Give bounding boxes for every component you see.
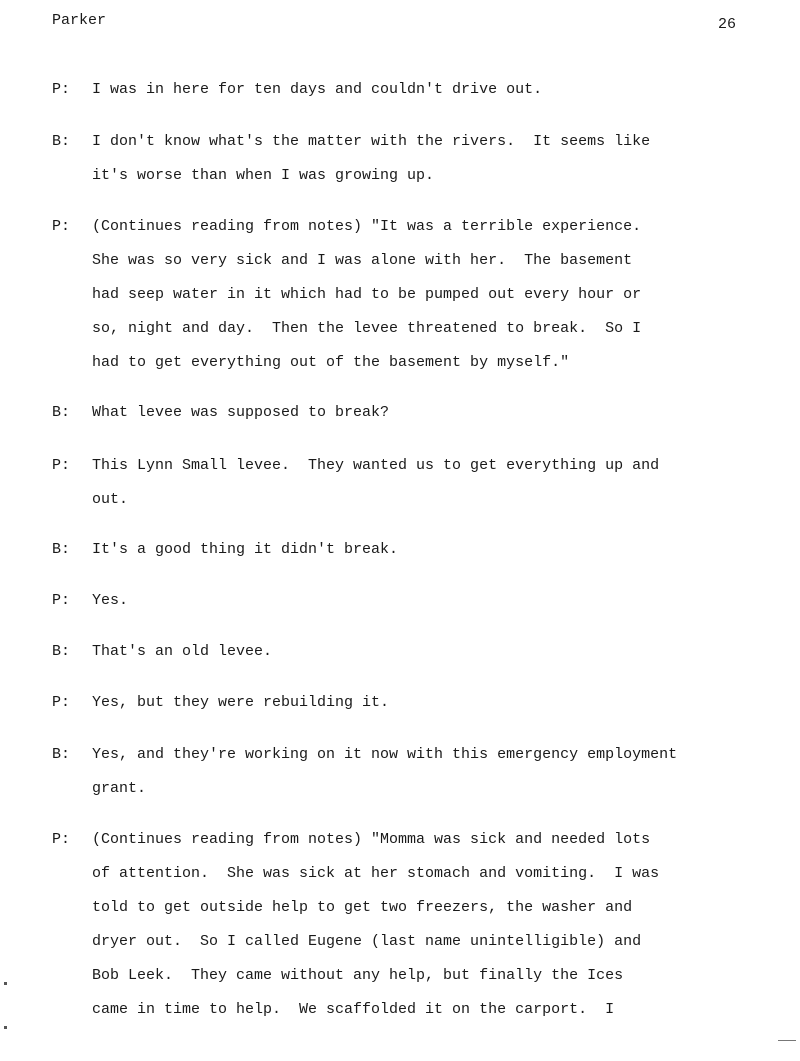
speaker-label: B: bbox=[52, 133, 71, 150]
speaker-label: B: bbox=[52, 404, 71, 421]
text-line: had seep water in it which had to be pumped out every hour or bbox=[92, 286, 642, 303]
text-line: What levee was supposed to break? bbox=[92, 404, 390, 421]
text-line: Yes. bbox=[92, 592, 129, 609]
text-line: grant. bbox=[92, 780, 147, 797]
text-line: Yes, and they're working on it now with this emergency employment bbox=[92, 746, 678, 763]
speaker-label: P: bbox=[52, 592, 71, 609]
text-line: so, night and day. Then the levee threatened to break. So I bbox=[92, 320, 642, 337]
text-line: I was in here for ten days and couldn't drive out. bbox=[92, 81, 543, 98]
text-line: of attention. She was sick at her stomach and vomiting. I was bbox=[92, 865, 660, 882]
entry-text bbox=[92, 686, 772, 720]
text-line: Yes, but they were rebuilding it. bbox=[92, 694, 390, 711]
speaker-label: P: bbox=[52, 81, 71, 98]
speaker-label: P: bbox=[52, 457, 71, 474]
entry-text bbox=[92, 396, 772, 430]
text-line: told to get outside help to get two freezers, the washer and bbox=[92, 899, 633, 916]
entry-text bbox=[92, 584, 772, 618]
text-line: She was so very sick and I was alone with her. The basement bbox=[92, 252, 633, 269]
speaker-label: P: bbox=[52, 831, 71, 848]
speaker-label: B: bbox=[52, 746, 71, 763]
text-line: (Continues reading from notes) "It was a terrible experience. bbox=[92, 218, 642, 235]
text-line: I don't know what's the matter with the rivers. It seems like bbox=[92, 133, 651, 150]
page-number: 26 bbox=[718, 16, 737, 33]
text-line: That's an old levee. bbox=[92, 643, 273, 660]
speaker-label: P: bbox=[52, 218, 71, 235]
text-line: it's worse than when I was growing up. bbox=[92, 167, 435, 184]
entry-text bbox=[92, 73, 772, 107]
entry-text bbox=[92, 125, 772, 193]
text-line: Bob Leek. They came without any help, but finally the Ices bbox=[92, 967, 624, 984]
margin-mark bbox=[4, 1026, 7, 1029]
text-line: This Lynn Small levee. They wanted us to get everything up and bbox=[92, 457, 660, 474]
text-line: (Continues reading from notes) "Momma was sick and needed lots bbox=[92, 831, 651, 848]
speaker-label: B: bbox=[52, 541, 71, 558]
margin-mark bbox=[4, 982, 7, 985]
entry-text bbox=[92, 449, 772, 517]
entry-text bbox=[92, 533, 772, 567]
text-line: out. bbox=[92, 491, 129, 508]
text-line: It's a good thing it didn't break. bbox=[92, 541, 399, 558]
header-name: Parker bbox=[52, 12, 107, 29]
text-line: came in time to help. We scaffolded it on the carport. I bbox=[92, 1001, 615, 1018]
entry-text bbox=[92, 210, 772, 380]
entry-text bbox=[92, 635, 772, 669]
text-line: had to get everything out of the basement by myself." bbox=[92, 354, 570, 371]
entry-text bbox=[92, 738, 772, 806]
speaker-label: P: bbox=[52, 694, 71, 711]
corner-mark bbox=[778, 1040, 796, 1041]
speaker-label: B: bbox=[52, 643, 71, 660]
entry-text bbox=[92, 823, 772, 1027]
text-line: dryer out. So I called Eugene (last name unintelligible) and bbox=[92, 933, 642, 950]
